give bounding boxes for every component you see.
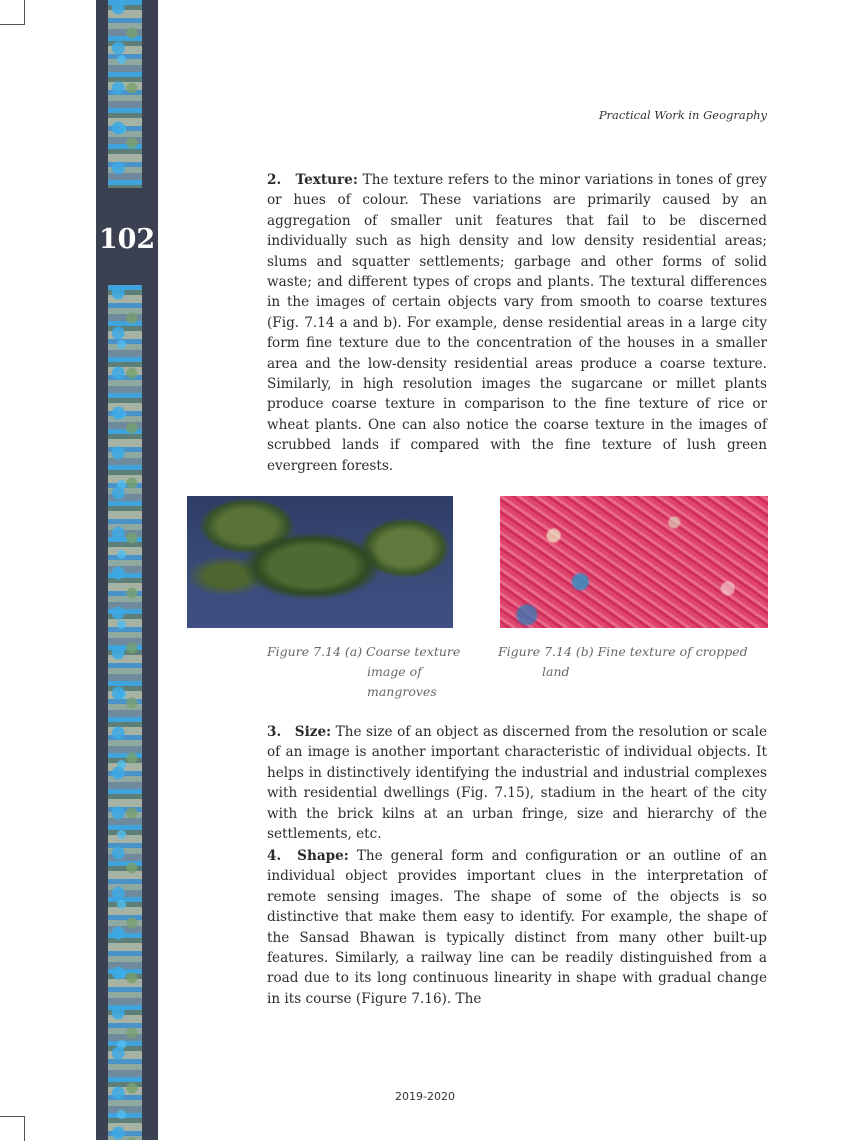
section-size <box>267 722 767 844</box>
section-term: Texture: <box>295 172 358 188</box>
section-number: 3. <box>267 724 282 740</box>
side-strip <box>96 0 158 1140</box>
running-head: Practical Work in Geography <box>598 108 767 122</box>
caption-lead: Figure 7.14 (b) Fine texture of cropped <box>498 644 748 659</box>
section-text: The general form and configuration or an outline of an individual object provides important clues in the interpretation of remote sensing images. The shape of some of the objects is so distinctive that make them easy to identify. For example, the shape of the Sansad Bhawan is typically distinct from many other built-up features. Similarly, a railway line can be readily distinguished from a road due to its long continuous linearity in shape with gradual change in its course (Figure 7.16). The <box>267 848 767 1007</box>
section-text: The size of an object as discerned from the resolution or scale of an image is another important characteristic of individual objects. It helps in distinctively identifying the industrial and industrial complexes with residential dwellings (Fig. 7.15), stadium in the heart of the city with the brick kilns at an urban fringe, size and hierarchy of the settlements, etc. <box>267 724 768 843</box>
satellite-strip-image-bottom <box>108 285 142 1140</box>
figure-coarse-texture-mangroves-image <box>187 496 453 628</box>
page-number: 102 <box>98 224 156 255</box>
figure-fine-texture-cropped-land-image <box>500 496 768 628</box>
section-shape <box>267 846 767 1009</box>
caption-lead: Figure 7.14 (a) Coarse texture <box>267 644 461 659</box>
section-text: The texture refers to the minor variations in tones of grey or hues of colour. These variations are primarily caused by an aggregation of smaller unit features that fail to be discerned individually such as high density and low density residential areas; slums and squatter settlements; garbage and other forms of solid waste; and different types of crops and plants. The textural differences in the images of certain objects vary from smooth to coarse textures (Fig. 7.14 a and b). For example, dense residential areas in a large city form fine texture due to the concentration of the houses in a smaller area and the low-density residential areas produce a coarse texture. Similarly, in high resolution images the sugarcane or millet plants produce coarse texture in comparison to the fine texture of rice or wheat plants. One can also notice the coarse texture in the images of scrubbed lands if compared with the fine texture of lush green evergreen forests. <box>267 172 767 474</box>
caption-rest: image of mangroves <box>367 664 437 699</box>
section-term: Shape: <box>297 848 349 864</box>
footer-year: 2019-2020 <box>395 1090 455 1103</box>
crop-mark-top <box>0 0 25 25</box>
section-number: 4. <box>267 848 282 864</box>
section-texture <box>267 170 767 476</box>
caption-rest: land <box>542 664 570 679</box>
figure-caption-b <box>498 642 753 682</box>
crop-mark-bottom <box>0 1116 25 1141</box>
section-number: 2. <box>267 172 282 188</box>
figure-caption-a <box>267 642 467 702</box>
section-term: Size: <box>294 724 332 740</box>
satellite-strip-image-top <box>108 0 142 188</box>
